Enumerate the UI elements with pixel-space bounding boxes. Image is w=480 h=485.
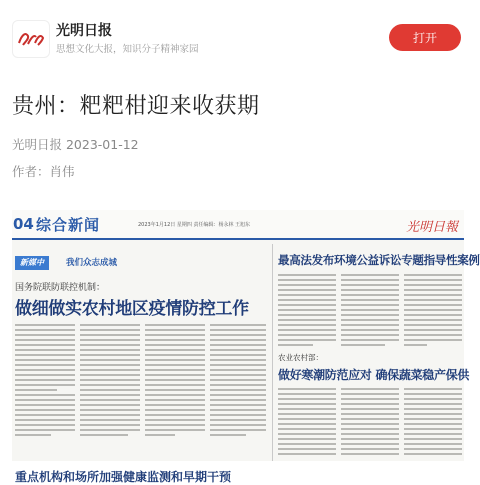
body-text-block (210, 324, 266, 439)
newspaper-page-image[interactable] (12, 210, 480, 484)
app-slogan: 思想文化大报，知识分子精神家园 (56, 44, 199, 55)
left-column (12, 244, 268, 484)
section-name: 综合新闻 (36, 216, 101, 234)
column-divider (272, 244, 273, 461)
app-logo (12, 20, 50, 58)
article-title: 贵州：粑粑柑迎来收获期 (12, 94, 260, 119)
body-text-block (341, 388, 399, 458)
article-author: 作者：肖伟 (12, 164, 75, 179)
right-headline-2: 做好寒潮防范应对 确保蔬菜稳产保供 (278, 368, 470, 382)
body-text-block (278, 274, 336, 349)
headline-kicker: 国务院联防联控机制： (15, 283, 106, 293)
body-text-block (278, 388, 336, 458)
body-text-block (341, 274, 399, 349)
right-column (278, 244, 480, 461)
body-text-block (145, 324, 205, 439)
main-headline: 做细做实农村地区疫情防控工作 (15, 299, 249, 319)
app-name: 光明日报 (56, 23, 112, 39)
newspaper-header (12, 210, 464, 240)
body-text-block (404, 388, 462, 458)
newspaper-masthead: 光明日報 (406, 220, 459, 235)
issue-info: 2023年1月12日 星期四 责任编辑：杨永林 王旭东 (138, 222, 251, 228)
column-subtitle: 我们众志成城 (66, 258, 118, 268)
secondary-headline: 重点机构和场所加强健康监测和早期干预 (15, 470, 232, 484)
app-banner (0, 0, 479, 72)
column-tag: 新媒中 (15, 256, 49, 270)
article-source-date: 光明日报 2023-01-12 (12, 137, 139, 152)
right-headline-1: 最高法发布环境公益诉讼专题指导性案例 (278, 253, 480, 267)
open-app-button[interactable]: 打开 (389, 24, 461, 51)
body-text-block (80, 324, 140, 439)
guangming-daily-logo-icon (16, 28, 46, 50)
body-text-block (404, 274, 462, 349)
body-text-block (15, 324, 75, 439)
right-kicker: 农业农村部： (278, 353, 323, 362)
page-number: 04 (13, 215, 34, 233)
